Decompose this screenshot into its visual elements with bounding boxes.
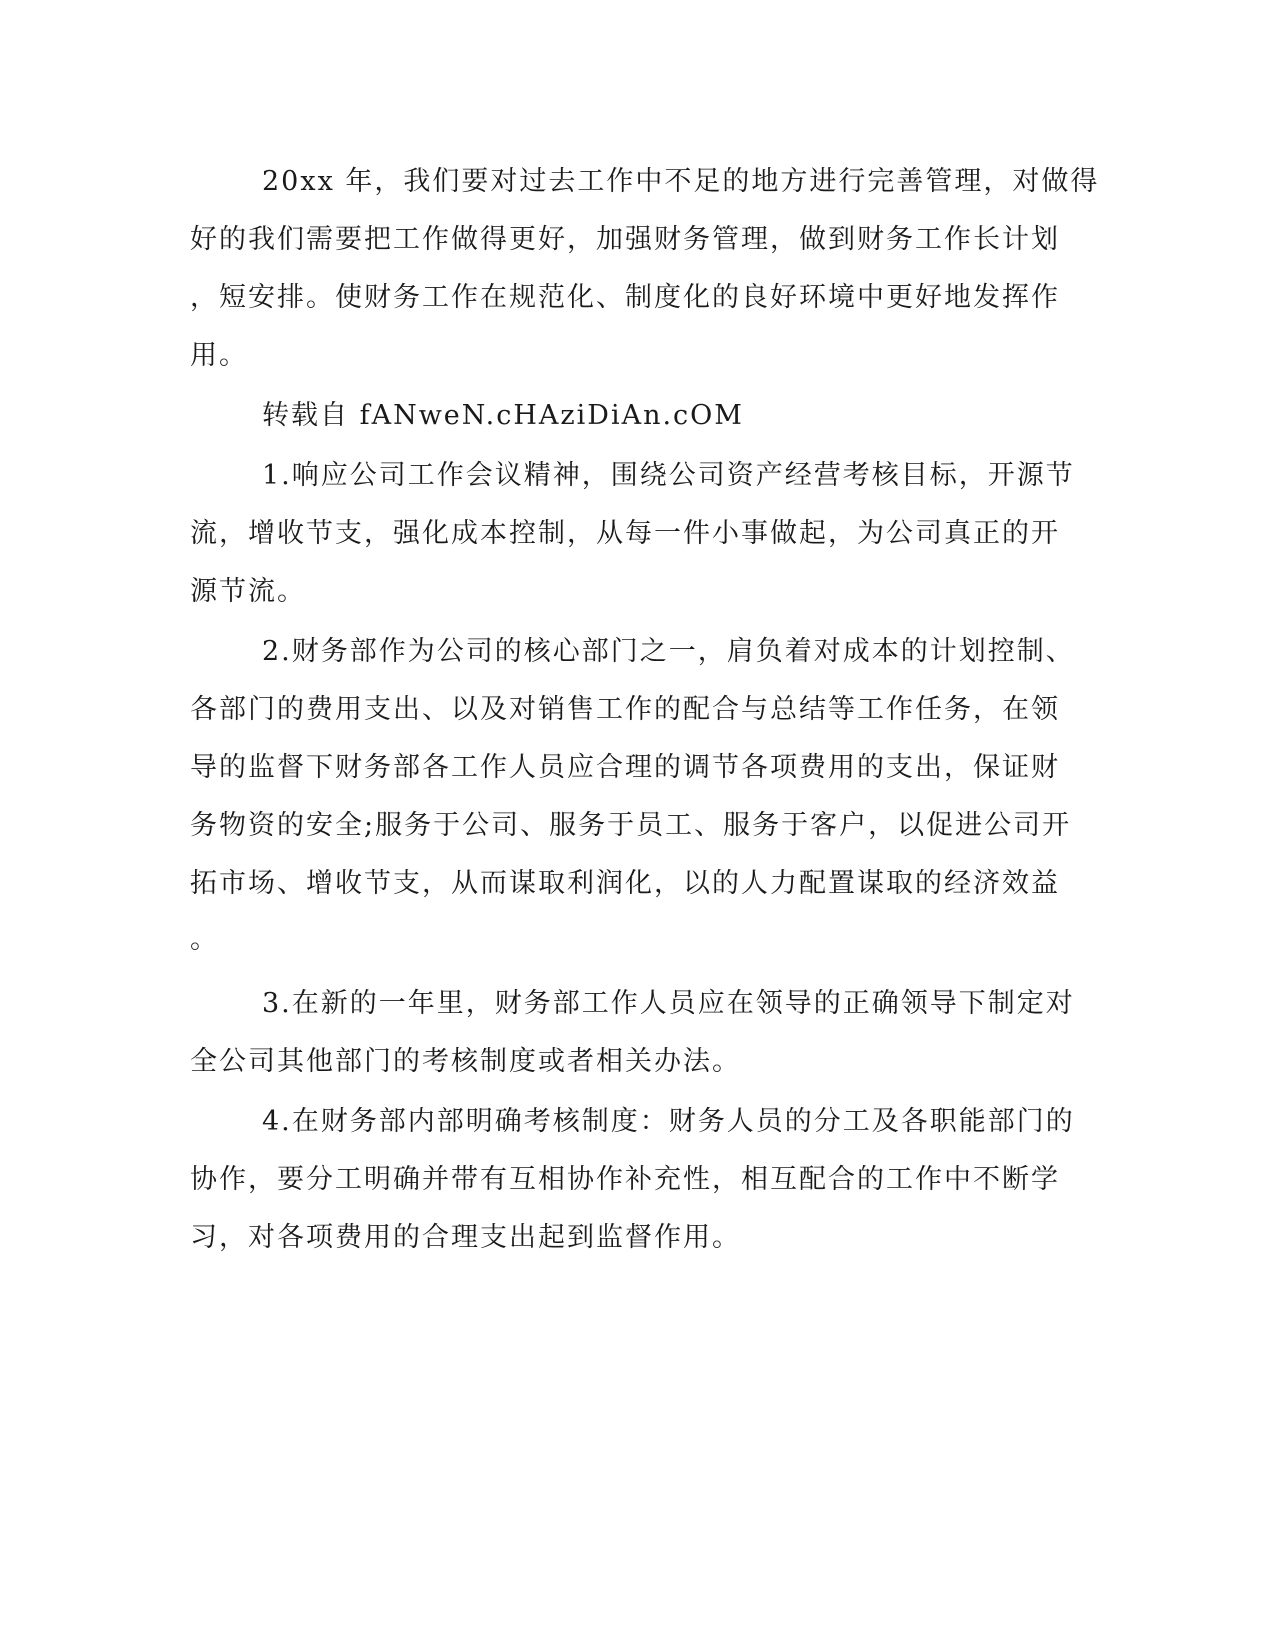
paragraph-line: 全公司其他部门的考核制度或者相关办法。: [190, 1046, 741, 1077]
paragraph-line: 3.在新的一年里，财务部工作人员应在领导的正确领导下制定对: [262, 988, 1075, 1019]
paragraph-line: 1.响应公司工作会议精神，围绕公司资产经营考核目标，开源节: [262, 460, 1075, 491]
paragraph-line: 拓市场、增收节支，从而谋取利润化，以的人力配置谋取的经济效益: [190, 868, 1060, 899]
paragraph-line: 源节流。: [190, 576, 306, 607]
paragraph-line: 各部门的费用支出、以及对销售工作的配合与总结等工作任务，在领: [190, 694, 1060, 725]
source-line: 转载自 fANweN.cHAziDiAn.cOM: [262, 400, 744, 431]
paragraph-line: 用。: [190, 340, 248, 371]
paragraph-line: 2.财务部作为公司的核心部门之一，肩负着对成本的计划控制、: [262, 636, 1075, 667]
paragraph-line: 好的我们需要把工作做得更好，加强财务管理，做到财务工作长计划: [190, 224, 1060, 255]
paragraph-line: 20xx 年，我们要对过去工作中不足的地方进行完善管理，对做得: [262, 166, 1100, 197]
paragraph-line: 务物资的安全;服务于公司、服务于员工、服务于客户，以促进公司开: [190, 810, 1072, 841]
paragraph-line: 流，增收节支，强化成本控制，从每一件小事做起，为公司真正的开: [190, 518, 1060, 549]
paragraph-line: 导的监督下财务部各工作人员应合理的调节各项费用的支出，保证财: [190, 752, 1060, 783]
paragraph-line: 。: [190, 924, 219, 955]
paragraph-line: 4.在财务部内部明确考核制度：财务人员的分工及各职能部门的: [262, 1106, 1075, 1137]
paragraph-line: 协作，要分工明确并带有互相协作补充性，相互配合的工作中不断学: [190, 1164, 1060, 1195]
paragraph-line: ，短安排。使财务工作在规范化、制度化的良好环境中更好地发挥作: [190, 282, 1060, 313]
paragraph-line: 习，对各项费用的合理支出起到监督作用。: [190, 1222, 741, 1253]
